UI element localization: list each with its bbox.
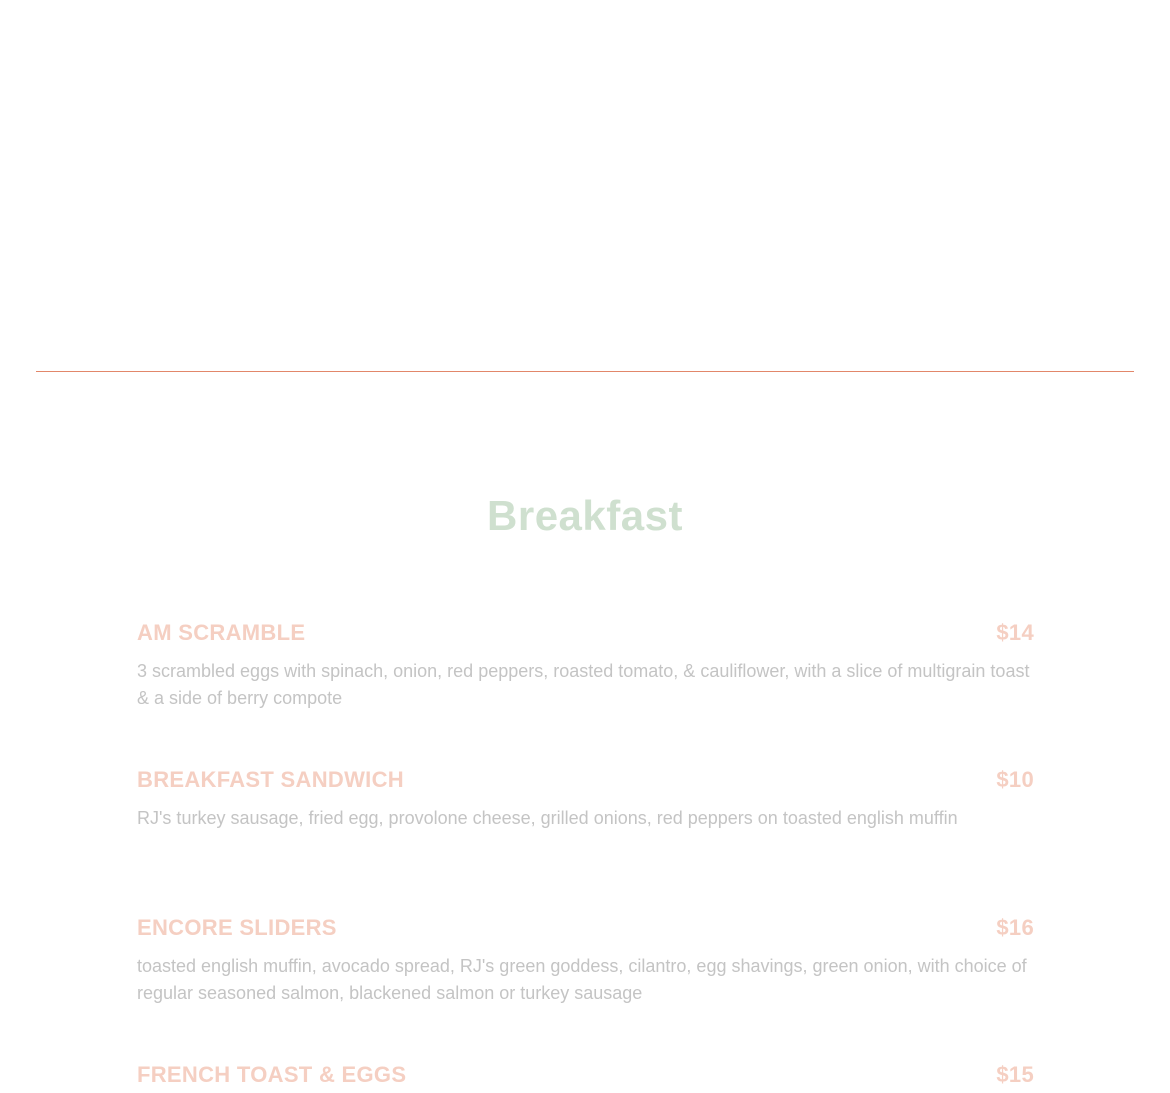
menu-item-name: FRENCH TOAST & EGGS — [137, 1062, 407, 1087]
menu-item — [137, 1062, 1034, 1092]
menu-item — [137, 915, 1034, 1007]
menu-item — [137, 620, 1034, 712]
menu-item-price: $14 — [996, 620, 1034, 645]
section-divider — [36, 371, 1134, 372]
menu-item-name: AM SCRAMBLE — [137, 620, 306, 645]
menu-item-price: $15 — [996, 1062, 1034, 1087]
menu-item-description: toasted english muffin, avocado spread, RJ's green goddess, cilantro, egg shavings, green onion, with choice of regular seasoned salmon, blackened salmon or turkey sausage — [137, 956, 1027, 1003]
menu-item-price: $10 — [996, 767, 1034, 792]
section-title: Breakfast — [487, 492, 683, 539]
menu-item-description: RJ's turkey sausage, fried egg, provolone cheese, grilled onions, red peppers on toasted english muffin — [137, 808, 958, 828]
menu-item-description: 3 scrambled eggs with spinach, onion, red peppers, roasted tomato, & cauliflower, with a slice of multigrain toast & a side of berry compote — [137, 661, 1030, 708]
menu-item-price: $16 — [996, 915, 1034, 940]
menu-item-name: BREAKFAST SANDWICH — [137, 767, 404, 792]
menu-item — [137, 767, 1034, 832]
menu-item-name: ENCORE SLIDERS — [137, 915, 337, 940]
